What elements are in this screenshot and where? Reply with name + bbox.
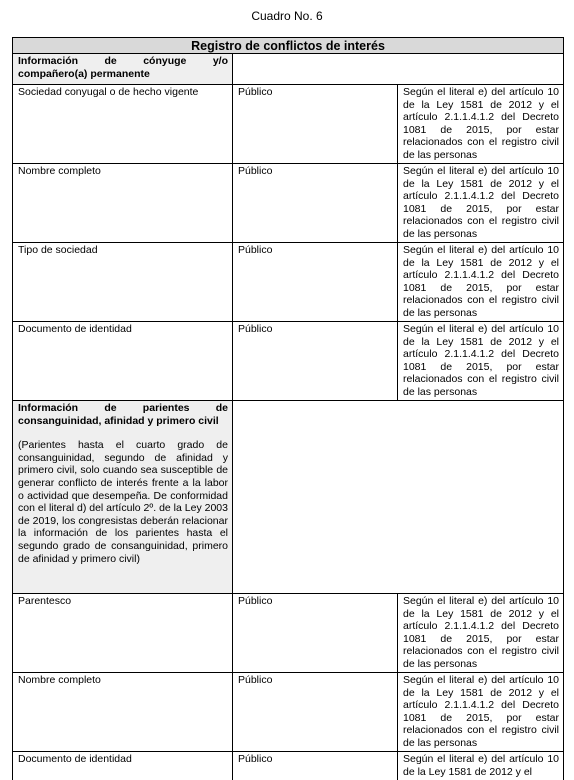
table-title-row xyxy=(13,38,564,54)
section-header-cell xyxy=(13,54,233,85)
field-cell: Nombre completo xyxy=(13,164,233,243)
legal-basis-cell: Según el literal e) del artículo 10 de la Ley 1581 de 2012 y el artículo 2.1.1.4.1.2 del Decreto 1081 de 2015, por estar relacionados con el registro civil de las personas xyxy=(398,243,564,322)
field-cell: Sociedad conyugal o de hecho vigente xyxy=(13,85,233,164)
table-row xyxy=(13,752,564,780)
legal-basis-cell: Según el literal e) del artículo 10 de la Ley 1581 de 2012 y el artículo 2.1.1.4.1.2 del Decreto 1081 de 2015, por estar relacionados con el registro civil de las personas xyxy=(398,673,564,752)
section-header-row xyxy=(13,401,564,594)
table-row xyxy=(13,322,564,401)
section-header-blank xyxy=(233,401,564,594)
classification-cell: Público xyxy=(233,594,398,673)
table-row xyxy=(13,85,564,164)
section-header-blank xyxy=(233,54,564,85)
field-cell: Nombre completo xyxy=(13,673,233,752)
field-cell: Documento de identidad xyxy=(13,322,233,401)
legal-basis-cell: Según el literal e) del artículo 10 de la Ley 1581 de 2012 y el artículo 2.1.1.4.1.2 del Decreto 1081 de 2015, por estar relacionados con el registro civil de las personas xyxy=(398,594,564,673)
legal-basis-cell: Según el literal e) del artículo 10 de la Ley 1581 de 2012 y el artículo 2.1.1.4.1.2 del Decreto 1081 de 2015, por estar relacionados con el registro civil de las personas xyxy=(398,164,564,243)
legal-basis-cell: Según el literal e) del artículo 10 de la Ley 1581 de 2012 y el artículo 2.1.1.4.1.2 del Decreto 1081 de 2015, por estar relacionados con el registro civil de las personas xyxy=(398,322,564,401)
table-row xyxy=(13,673,564,752)
classification-cell: Público xyxy=(233,673,398,752)
section-header-row xyxy=(13,54,564,85)
table-row xyxy=(13,594,564,673)
field-cell: Tipo de sociedad xyxy=(13,243,233,322)
field-cell: Parentesco xyxy=(13,594,233,673)
conflicts-register-table xyxy=(12,37,564,780)
table-row xyxy=(13,164,564,243)
table-row xyxy=(13,243,564,322)
classification-cell: Público xyxy=(233,164,398,243)
legal-basis-cell: Según el literal e) del artículo 10 de la Ley 1581 de 2012 y el xyxy=(398,752,564,780)
section-note: (Parientes hasta el cuarto grado de consanguinidad, segundo de afinidad y primero civil, solo cuando sea susceptible de generar conflicto de interés frente a la labor o actividad que desempeña. De conformidad con el literal d) del artículo 2º. de la Ley 2003 de 2019, los congresistas deberán relacionar la información de los parientes hasta el segundo grado de consanguinidad, primero de afinidad y primero civil) xyxy=(18,439,228,565)
classification-cell: Público xyxy=(233,752,398,780)
table-caption: Cuadro No. 6 xyxy=(0,9,574,23)
legal-basis-cell: Según el literal e) del artículo 10 de la Ley 1581 de 2012 y el artículo 2.1.1.4.1.2 del Decreto 1081 de 2015, por estar relacionados con el registro civil de las personas xyxy=(398,85,564,164)
field-cell: Documento de identidad xyxy=(13,752,233,780)
section-header-cell xyxy=(13,401,233,594)
classification-cell: Público xyxy=(233,85,398,164)
table-title: Registro de conflictos de interés xyxy=(13,38,564,54)
classification-cell: Público xyxy=(233,322,398,401)
section-heading: Información de cónyuge y/o compañero(a) permanente xyxy=(18,55,228,80)
classification-cell: Público xyxy=(233,243,398,322)
section-heading: Información de parientes de consanguinidad, afinidad y primero civil xyxy=(18,402,228,427)
